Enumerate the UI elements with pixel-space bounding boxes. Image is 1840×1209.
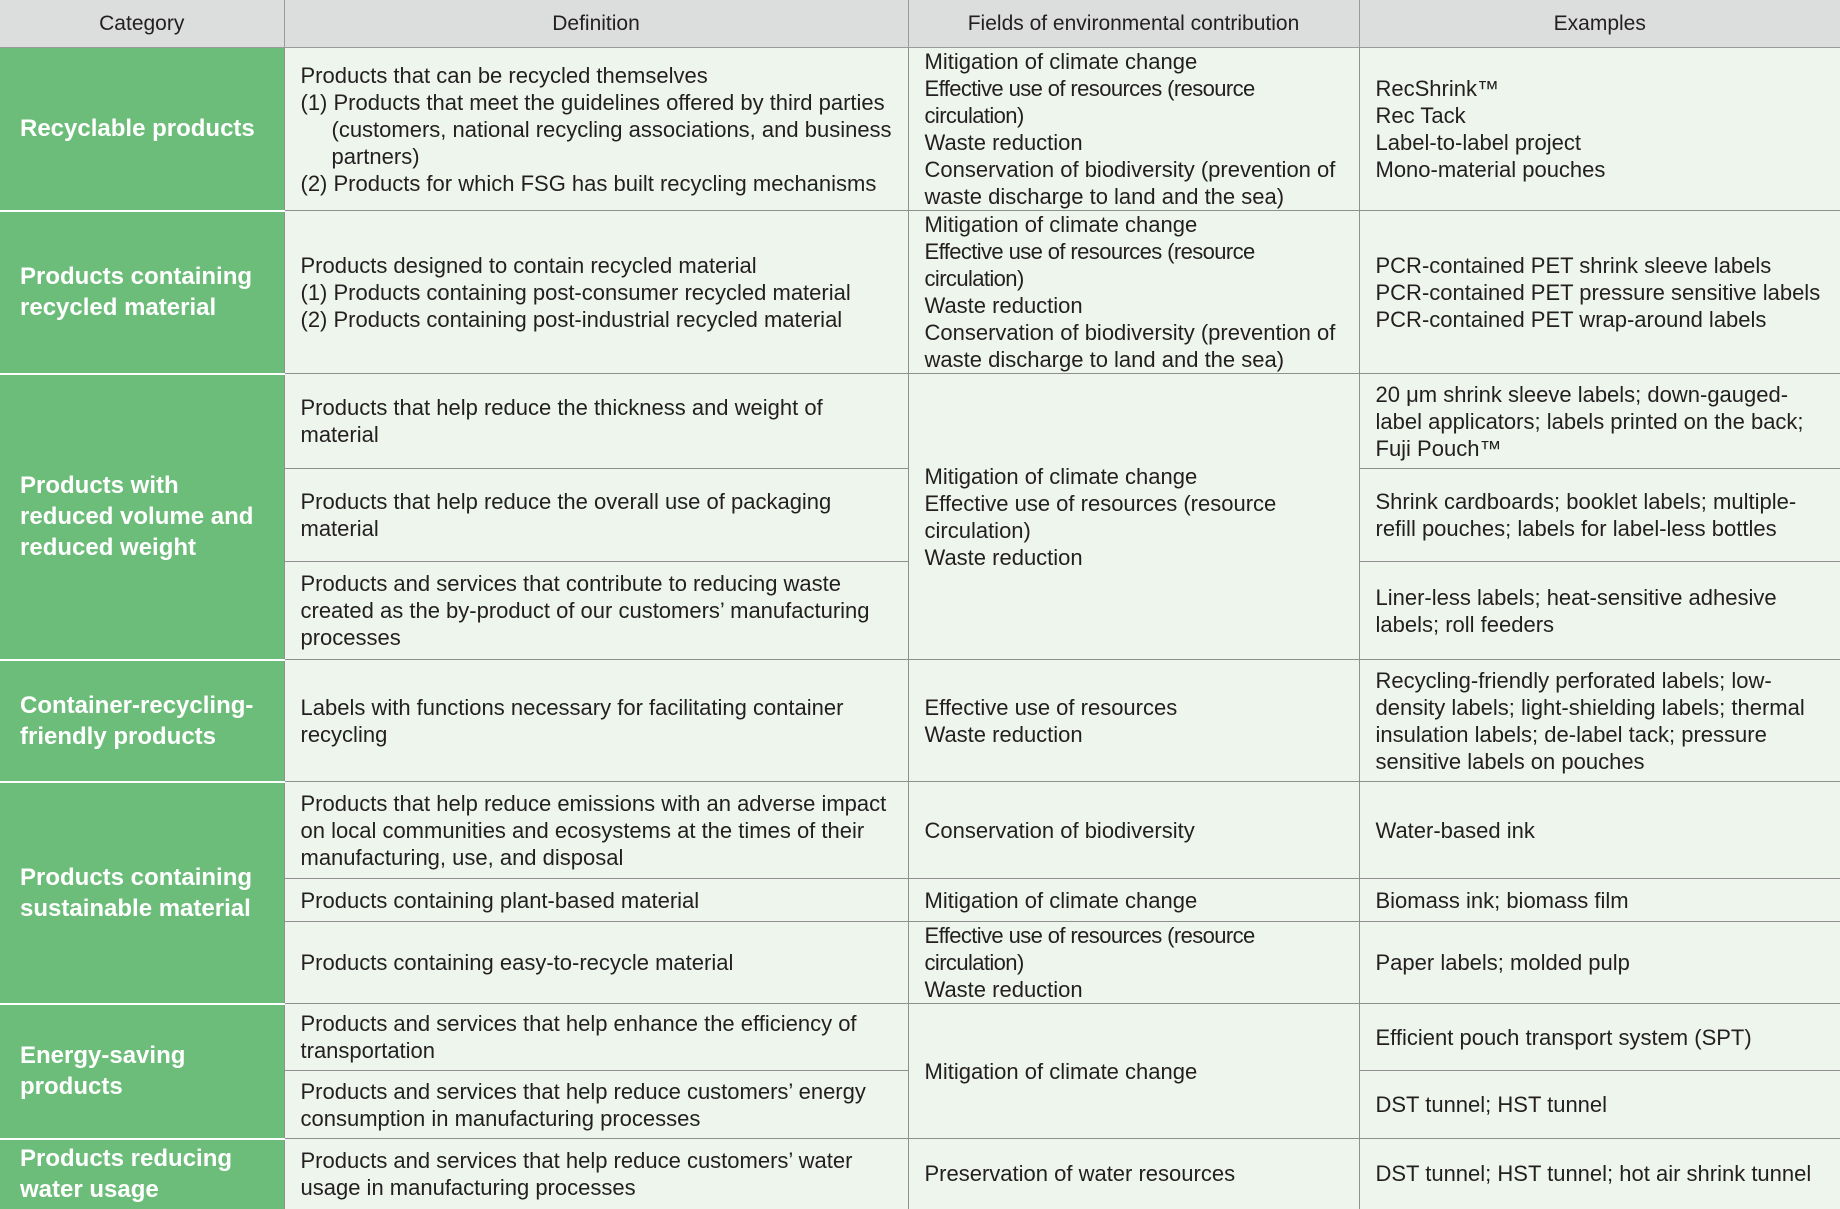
fields-cell bbox=[908, 922, 1359, 1004]
field-line: Effective use of resources (resource circulation) bbox=[924, 923, 1255, 975]
examples-cell: DST tunnel; HST tunnel bbox=[1359, 1071, 1840, 1139]
definition-cell: Products and services that help reduce customers’ energy consumption in manufacturing processes bbox=[284, 1071, 908, 1139]
category-cell: Products containing recycled material bbox=[0, 211, 284, 374]
definition-cell: Products and services that contribute to reducing waste created as the by-product of our customers’ manufacturing processes bbox=[284, 562, 908, 660]
field-line: Effective use of resources bbox=[924, 694, 1178, 720]
examples-cell bbox=[1359, 211, 1840, 374]
examples-cell: Paper labels; molded pulp bbox=[1359, 922, 1840, 1004]
examples-cell bbox=[1359, 48, 1840, 211]
table-row bbox=[0, 782, 1840, 879]
field-line: Waste reduction bbox=[924, 977, 1083, 1002]
example-line: Rec Tack bbox=[1375, 103, 1466, 128]
example-line: Label-to-label project bbox=[1375, 130, 1581, 155]
header-row bbox=[0, 0, 1840, 48]
definition-line: (1) Products containing post-consumer recycled material bbox=[300, 279, 851, 305]
fields-cell bbox=[908, 211, 1359, 374]
definition-cell: Products containing plant-based material bbox=[284, 879, 908, 922]
field-line: Mitigation of climate change bbox=[924, 212, 1198, 237]
examples-cell: Efficient pouch transport system (SPT) bbox=[1359, 1004, 1840, 1071]
definition-cell: Products and services that help enhance the efficiency of transportation bbox=[284, 1004, 908, 1071]
table-row bbox=[0, 1139, 1840, 1209]
field-line: Conservation of biodiversity (prevention of waste discharge to land and the sea) bbox=[924, 157, 1336, 209]
header-definition: Definition bbox=[284, 0, 908, 48]
fields-cell bbox=[908, 879, 1359, 922]
examples-cell: DST tunnel; HST tunnel; hot air shrink tunnel bbox=[1359, 1139, 1840, 1209]
definition-line: Products that can be recycled themselves bbox=[300, 62, 708, 88]
definition-cell: Products that help reduce the thickness and weight of material bbox=[284, 374, 908, 469]
category-cell: Products containing sustainable material bbox=[0, 782, 284, 1004]
definition-cell bbox=[284, 48, 908, 211]
field-line: Effective use of resources (resource circulation) bbox=[924, 490, 1277, 543]
fields-cell bbox=[908, 782, 1359, 879]
definition-line: Products designed to contain recycled material bbox=[300, 252, 757, 278]
example-line: RecShrink™ bbox=[1375, 76, 1499, 101]
field-line: Waste reduction bbox=[924, 721, 1083, 747]
field-line: Mitigation of climate change bbox=[924, 49, 1198, 74]
category-cell: Container-recycling-friendly products bbox=[0, 660, 284, 782]
field-line: Mitigation of climate change bbox=[924, 1058, 1198, 1084]
category-cell: Products with reduced volume and reduced weight bbox=[0, 374, 284, 660]
definition-line: (1) Products that meet the guidelines offered by third parties (customers, national recycling associations, and business partners) bbox=[300, 89, 892, 169]
fields-cell bbox=[908, 1004, 1359, 1139]
example-line: PCR-contained PET pressure sensitive labels bbox=[1375, 279, 1821, 305]
fields-cell bbox=[908, 1139, 1359, 1209]
examples-cell: Recycling-friendly perforated labels; low-density labels; light-shielding labels; thermal insulation labels; de-label tack; pressure sensitive labels on pouches bbox=[1359, 660, 1840, 782]
example-line: PCR-contained PET wrap-around labels bbox=[1375, 306, 1767, 332]
field-line: Mitigation of climate change bbox=[924, 887, 1198, 913]
header-fields: Fields of environmental contribution bbox=[908, 0, 1359, 48]
examples-cell: Liner-less labels; heat-sensitive adhesive labels; roll feeders bbox=[1359, 562, 1840, 660]
examples-cell: Shrink cardboards; booklet labels; multiple-refill pouches; labels for label-less bottles bbox=[1359, 469, 1840, 562]
examples-cell: Water-based ink bbox=[1359, 782, 1840, 879]
field-line: Conservation of biodiversity (prevention of waste discharge to land and the sea) bbox=[924, 320, 1336, 372]
definition-line: (2) Products for which FSG has built recycling mechanisms bbox=[300, 170, 877, 196]
field-line: Waste reduction bbox=[924, 544, 1083, 570]
table-row bbox=[0, 660, 1840, 782]
definition-cell: Labels with functions necessary for facilitating container recycling bbox=[284, 660, 908, 782]
examples-cell: Biomass ink; biomass film bbox=[1359, 879, 1840, 922]
definition-line: (2) Products containing post-industrial recycled material bbox=[300, 306, 843, 332]
table-row bbox=[0, 374, 1840, 469]
category-cell: Energy-saving products bbox=[0, 1004, 284, 1139]
category-cell: Products reducing water usage bbox=[0, 1139, 284, 1209]
fields-cell bbox=[908, 48, 1359, 211]
table-row bbox=[0, 48, 1840, 211]
field-line: Effective use of resources (resource circulation) bbox=[924, 239, 1255, 291]
category-cell: Recyclable products bbox=[0, 48, 284, 211]
table-row bbox=[0, 1004, 1840, 1071]
header-examples: Examples bbox=[1359, 0, 1840, 48]
definition-cell bbox=[284, 211, 908, 374]
field-line: Conservation of biodiversity bbox=[924, 817, 1195, 843]
definition-cell: Products that help reduce emissions with an adverse impact on local communities and ecosystems at the times of their manufacturing, use, and disposal bbox=[284, 782, 908, 879]
header-category: Category bbox=[0, 0, 284, 48]
example-line: PCR-contained PET shrink sleeve labels bbox=[1375, 252, 1772, 278]
definition-cell: Products and services that help reduce customers’ water usage in manufacturing processes bbox=[284, 1139, 908, 1209]
field-line: Effective use of resources (resource circulation) bbox=[924, 76, 1255, 128]
field-line: Waste reduction bbox=[924, 130, 1083, 155]
fields-cell bbox=[908, 374, 1359, 660]
examples-cell: 20 μm shrink sleeve labels; down-gauged-label applicators; labels printed on the back; Fuji Pouch™ bbox=[1359, 374, 1840, 469]
example-line: Mono-material pouches bbox=[1375, 157, 1606, 182]
definition-cell: Products containing easy-to-recycle material bbox=[284, 922, 908, 1004]
field-line: Preservation of water resources bbox=[924, 1161, 1236, 1187]
field-line: Mitigation of climate change bbox=[924, 463, 1198, 489]
definition-cell: Products that help reduce the overall use of packaging material bbox=[284, 469, 908, 562]
field-line: Waste reduction bbox=[924, 293, 1083, 318]
table-row bbox=[0, 211, 1840, 374]
fields-cell bbox=[908, 660, 1359, 782]
